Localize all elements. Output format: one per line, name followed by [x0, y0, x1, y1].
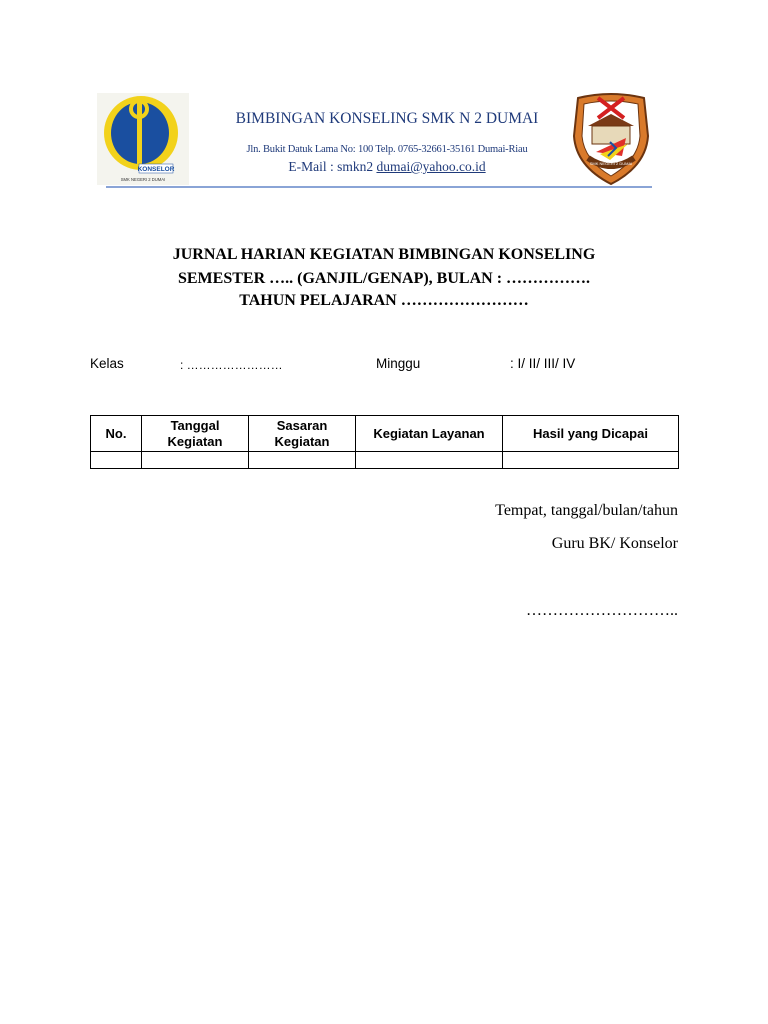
col-header-kegiatan-layanan: Kegiatan Layanan	[356, 416, 503, 452]
org-name: BIMBINGAN KONSELING SMK N 2 DUMAI	[235, 110, 539, 127]
header-divider	[106, 186, 652, 188]
signature-place-date: Tempat, tanggal/bulan/tahun	[495, 502, 678, 519]
cell-hasil[interactable]	[503, 452, 679, 469]
kelas-label: Kelas	[90, 356, 124, 371]
email-link[interactable]: dumai@yahoo.co.id	[376, 159, 486, 174]
cell-sasaran[interactable]	[249, 452, 356, 469]
kelas-field[interactable]: : ……………………	[180, 358, 283, 372]
col-header-hasil: Hasil yang Dicapai	[503, 416, 679, 452]
email-line	[190, 159, 584, 175]
email-prefix: E-Mail : smkn2	[288, 159, 377, 174]
minggu-label: Minggu	[376, 356, 421, 371]
signature-name-line[interactable]: ………………………..	[526, 602, 678, 619]
school-shield-logo	[570, 92, 652, 186]
col-header-sasaran	[249, 416, 356, 452]
shield-banner-text: SMK NEGERI 2 DUMAI	[589, 161, 633, 166]
signature-role: Guru BK/ Konselor	[551, 535, 678, 552]
document-title-line-1: JURNAL HARIAN KEGIATAN BIMBINGAN KONSELING	[172, 246, 596, 263]
document-title-line-3: TAHUN PELAJARAN ……………………	[239, 292, 529, 309]
cell-tanggal[interactable]	[142, 452, 249, 469]
cell-kegiatan[interactable]	[356, 452, 503, 469]
table-header-row	[91, 416, 679, 452]
school-address: Jln. Bukit Datuk Lama No: 100 Telp. 0765-32661-35161 Dumai-Riau	[246, 144, 528, 155]
journal-table	[90, 415, 679, 469]
col-header-sasaran-line1: Sasaran	[276, 417, 328, 433]
col-header-tanggal	[142, 416, 249, 452]
col-header-tanggal-line2: Kegiatan	[167, 433, 223, 449]
document-title-line-2: SEMESTER ….. (GANJIL/GENAP), BULAN : …………….	[177, 270, 591, 287]
logo-left-sublabel: SMK NEGERI 2 DUMAI	[120, 177, 166, 182]
logo-left-label: KONSELOR	[137, 166, 175, 173]
col-header-sasaran-line2: Kegiatan	[274, 433, 330, 449]
col-header-no: No.	[91, 416, 142, 452]
cell-no[interactable]	[91, 452, 142, 469]
konselor-logo	[97, 93, 189, 185]
col-header-tanggal-line1: Tanggal	[170, 417, 220, 433]
minggu-options[interactable]: : I/ II/ III/ IV	[510, 356, 576, 371]
table-row	[91, 452, 679, 469]
